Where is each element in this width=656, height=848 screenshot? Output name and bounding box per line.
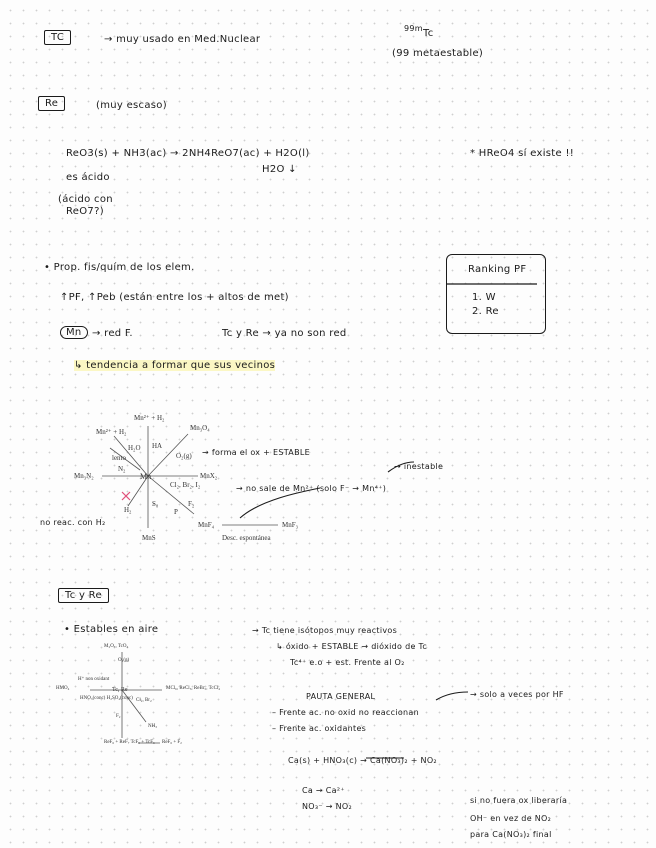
ca-oxidation: Ca → Ca²⁺	[302, 786, 345, 795]
tc-symbol: Tc	[423, 28, 434, 39]
no3-reduction: NO₃⁻ → NO₂	[302, 802, 352, 811]
tc-metastable-note: (99 metaestable)	[392, 48, 484, 59]
tc-reactive-note: → Tc tiene isótopos muy reactivos	[252, 626, 398, 635]
tc-diagram-halogens: Cl₂, Br₂	[136, 698, 152, 703]
tc-diagram-hmo4: HMO₄	[56, 686, 70, 691]
mn-diagram-s8: S₈	[152, 500, 159, 508]
non-oxidizing-acids-note: – Frente ac. no oxid no reaccionan	[272, 708, 419, 717]
tc-diagram-f2: F₂	[116, 714, 121, 719]
re-scarce-note: (muy escaso)	[96, 100, 167, 111]
tc4-note: Tc⁴⁺ e.o + est. Frente al O₂	[290, 658, 405, 667]
tc-diagram-mcl6: MCl₆, ReCl₅, ReBr₅, TcCl₄	[166, 686, 221, 691]
tc-diagram-ref7: ReF₆ + F₂	[162, 740, 182, 745]
mn-diagram-h2o: H₂O	[128, 444, 141, 452]
ranking-title: Ranking PF	[468, 264, 527, 275]
side-note-3: para Ca(NO₃)₂ final	[470, 830, 552, 839]
stable-in-air-bullet: • Estables en aire	[64, 624, 159, 635]
mn-diagram-ha: HA	[152, 442, 163, 450]
mn-diagram-mnf4: MnF₄	[198, 521, 215, 529]
tc-stable-oxide-note: ↳ óxido + ESTABLE → dióxido de Tc	[276, 642, 428, 651]
re-reaction-below: H2O ↓	[262, 164, 297, 175]
tc-diagram-ref6: ReF₆ + ReF₇ TcF₅ + TcF₆	[104, 740, 155, 745]
tendency-note: ↳ tendencia a formar que sus vecinos	[74, 360, 276, 371]
mn-diagram-lento: lento	[112, 454, 126, 462]
mn-diagram-mnx2: MnX₂	[200, 472, 218, 480]
side-note-1: si no fuera ox liberaría	[470, 796, 568, 805]
re-acid-note-1: es ácido	[66, 172, 110, 183]
side-note-2: OH⁻ en vez de NO₂	[470, 814, 552, 823]
tc-usage-note: → muy usado en Med.Nuclear	[104, 34, 261, 45]
tc-diagram-h-nonox: H⁺ non oxidant	[78, 677, 110, 682]
ranking-item-1: 1. W	[472, 292, 496, 303]
mn-red-note: → red F.	[92, 328, 133, 339]
mn-annotation-mn4: → no sale de Mn²⁺ (solo F⁻ → Mn⁴⁺)	[236, 484, 387, 493]
hreo4-note: * HReO4 sí existe !!	[470, 148, 575, 159]
mn-diagram-halogens: Cl₂, Br₂, I₂	[170, 481, 201, 489]
general-rule-label: PAUTA GENERAL	[306, 692, 376, 701]
mn-diagram-h2: H₂	[124, 506, 132, 514]
tc-diagram-o2g: O₂(g)	[118, 658, 130, 663]
re-acid-note-2: (ácido con	[58, 194, 113, 205]
properties-bullet: • Prop. fis/quím de los elem.	[44, 262, 195, 273]
mn-diagram-n2: N₂	[118, 465, 126, 473]
tc-re-red-note: Tc y Re → ya no son red	[222, 328, 347, 339]
re-acid-note-3: ReO7?)	[66, 206, 104, 217]
mn-label: Mn	[60, 326, 88, 339]
mn-diagram-top: Mn²⁺ + H₂	[134, 414, 165, 422]
tc-diagram-center: Tc, Re	[112, 687, 128, 693]
ranking-item-2: 2. Re	[472, 306, 499, 317]
mn-annotation-stable: → forma el ox + ESTABLE	[202, 448, 310, 457]
tc-diagram-hno3: HNO₃(conc) H₂SO₄(conc)	[80, 696, 133, 701]
general-rule-note: → solo a veces por HF	[470, 690, 564, 699]
re-reaction: ReO3(s) + NH3(ac) → 2NH4ReO7(ac) + H2O(l)	[66, 148, 310, 159]
mn-diagram-mnf3: MnF₃	[282, 521, 299, 529]
tc-label: TC	[44, 30, 71, 45]
mn-diagram-top-left: Mn²⁺ + H₂	[96, 428, 127, 436]
mn-diagram-mn3n2: Mn₃N₂	[74, 472, 94, 480]
mn-diagram-desc: Desc. espontánea	[222, 534, 271, 542]
mn-diagram-center: Mn	[140, 472, 152, 481]
mn-annotation-inestable: → inestable	[394, 462, 444, 471]
re-label: Re	[38, 96, 65, 111]
tc-re-label: Tc y Re	[58, 588, 109, 603]
tc-diagram-nh3: NH₃	[148, 724, 157, 729]
tc-diagram-m2o7: M₂O₇, TcO₂	[104, 644, 129, 649]
mn-diagram-o2g: O₂(g)	[176, 452, 192, 460]
melting-point-note: ↑PF, ↑Peb (están entre los + altos de met)	[60, 292, 289, 303]
mn-diagram-f2: F₂	[188, 500, 195, 508]
mn-diagram-mns: MnS	[142, 534, 156, 542]
calcium-reaction: Ca(s) + HNO₃(c) → Ca(NO₃)₂ + NO₂	[288, 756, 437, 765]
mn-diagram-mn3o4: Mn₃O₄	[190, 424, 210, 432]
mn-diagram-p: P	[174, 508, 178, 516]
mn-annotation-h2: no reac. con H₂	[40, 518, 106, 527]
tc-isotope-sup: 99m	[404, 24, 423, 33]
oxidizing-acids-note: – Frente ac. oxidantes	[272, 724, 367, 733]
